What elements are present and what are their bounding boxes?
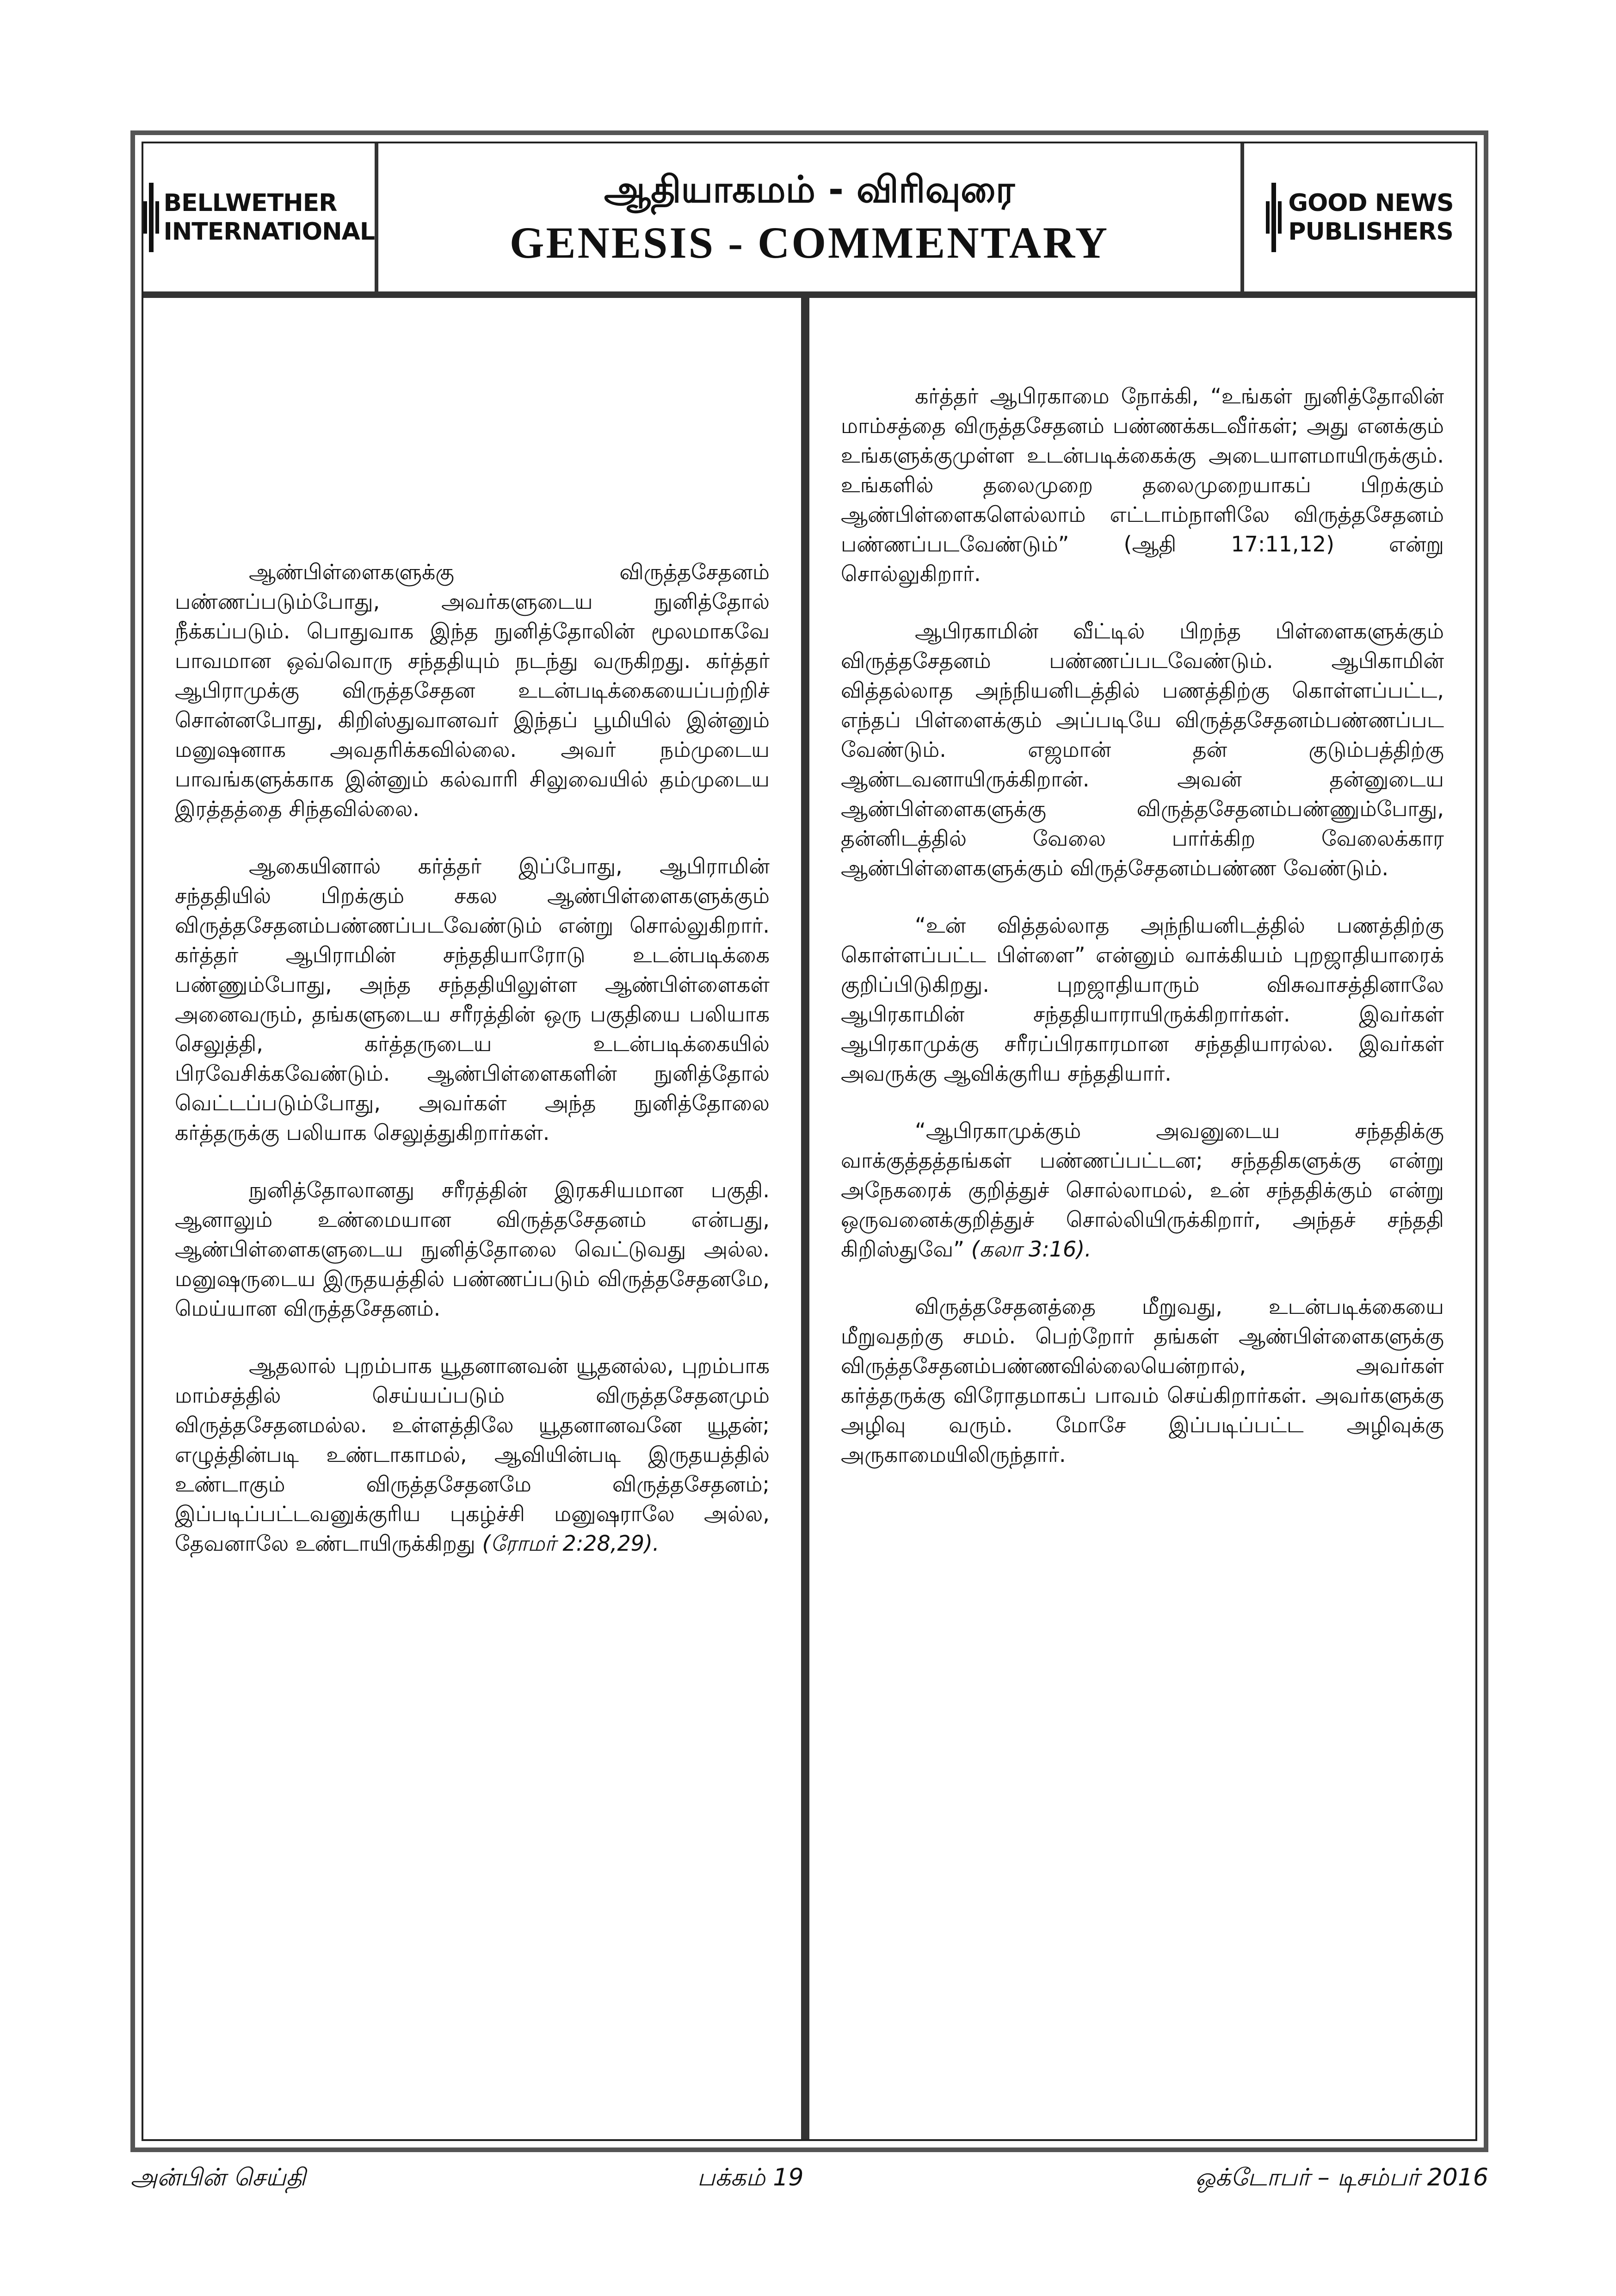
header: [143, 143, 1475, 298]
paragraph-text: ஆண்பிள்ளைகளுக்கு விருத்தசேதனம் பண்ணப்படும்போது, அவர்களுடைய நுனித்தோல் நீக்கப்படும். பொதுவாக இந்த நுனித்தோலின் மூலமாகவே பாவமான ஒவ்வொரு சந்ததியும் நடந்து வருகிறது. கர்த்தர் ஆபிராமுக்கு விருத்தசேதன உடன்படிக்கையைப்பற்றிச் சொன்னபோது, கிறிஸ்துவானவர் இந்தப் பூமியில் இன்னும் மனுஷனாக அவதரிக்கவில்லை. அவர் நம்முடைய பாவங்களுக்காக இன்னும் கல்வாரி சிலுவையில் தம்முடைய இரத்தத்தை சிந்தவில்லை.: [175, 559, 770, 821]
footer-page-number: பக்கம் 19: [697, 2163, 804, 2191]
left-column: [143, 298, 809, 2139]
scripture-reference: (கலா 3:16).: [971, 1237, 1092, 1262]
paragraph: [841, 616, 1444, 883]
logo-line: INTERNATIONAL: [163, 218, 375, 246]
paragraph: [175, 1351, 770, 1558]
paragraph: [841, 381, 1444, 588]
paragraph-text: “ஆபிரகாமுக்கும் அவனுடைய சந்ததிக்கு வாக்குத்தத்தங்கள் பண்ணப்பட்டன; சந்ததிகளுக்கு என்று அநேகரைக் குறித்துச் சொல்லாமல், உன் சந்ததிக்கும் என்று ஒருவனைக்குறித்துச் சொல்லியிருக்கிறார், அந்தச் சந்ததி கிறிஸ்துவே”: [841, 1118, 1444, 1262]
footer-publication: அன்பின் செய்தி: [130, 2163, 306, 2191]
paragraph-text: கர்த்தர் ஆபிரகாமை நோக்கி, “உங்கள் நுனித்தோலின் மாம்சத்தை விருத்தசேதனம் பண்ணக்கடவீர்கள்; அது எனக்கும் உங்களுக்குமுள்ள உடன்படிக்கைக்கு அடையாளமாயிருக்கும். உங்களில் தலைமுறை தலைமுறையாகப் பிறக்கும் ஆண்பிள்ளைகளெல்லாம் எட்டாம்நாளிலே விருத்தசேதனம் பண்ணப்படவேண்டும்” (ஆதி 17:11,12) என்று சொல்லுகிறார்.: [841, 384, 1444, 586]
paragraph-text: “உன் வித்தல்லாத அந்நியனிடத்தில் பணத்திற்கு கொள்ளப்பட்ட பிள்ளை” என்னும் வாக்கியம் புறஜாதியாரைக் குறிப்பிடுகிறது. புறஜாதியாரும் விசுவாசத்தினாலே ஆபிரகாமின் சந்ததியாராயிருக்கிறார்கள். இவர்கள் ஆபிரகாமுக்கு சரீரப்பிரகாரமான சந்ததியாரல்ல. இவர்கள் அவருக்கு ஆவிக்குரிய சந்ததியார்.: [841, 913, 1444, 1086]
title-block: [378, 143, 1240, 291]
good-news-logo-text: [1288, 189, 1453, 246]
paragraph: [841, 910, 1444, 1088]
page-title-tamil: ஆதியாகமம் - விரிவுரை: [604, 168, 1015, 211]
logo-line: PUBLISHERS: [1288, 218, 1453, 246]
page-footer: [130, 2160, 1488, 2197]
paragraph-text: ஆகையினால் கர்த்தர் இப்போது, ஆபிராமின் சந்ததியில் பிறக்கும் சகல ஆண்பிள்ளைகளுக்கும் விருத்தசேதனம்பண்ணப்படவேண்டும் என்று சொல்லுகிறார். கர்த்தர் ஆபிராமின் சந்ததியாரோடு உடன்படிக்கை பண்ணும்போது, அந்த சந்ததியிலுள்ள ஆண்பிள்ளைகள் அனைவரும், தங்களுடைய சரீரத்தின் ஒரு பகுதியை பலியாக செலுத்தி, கர்த்தருடைய உடன்படிக்கையில் பிரவேசிக்கவேண்டும். ஆண்பிள்ளைகளின் நுனித்தோல் வெட்டப்படும்போது, அவர்கள் அந்த நுனித்தோலை கர்த்தருக்கு பலியாக செலுத்துகிறார்கள்.: [175, 854, 770, 1145]
paragraph: [175, 557, 770, 823]
good-news-logo: [1240, 143, 1475, 291]
paragraph-text: ஆபிரகாமின் வீட்டில் பிறந்த பிள்ளைகளுக்கும் விருத்தசேதனம் பண்ணப்படவேண்டும். ஆபிகாமின் வித்தல்லாத அந்நியனிடத்தில் பணத்திற்கு கொள்ளப்பட்ட, எந்தப் பிள்ளைக்கும் அப்படியே விருத்தசேதனம்பண்ணப்பட வேண்டும். எஜமான் தன் குடும்பத்திற்கு ஆண்டவனாயிருக்கிறான். அவன் தன்னுடைய ஆண்பிள்ளைகளுக்கு விருத்தசேதனம்பண்ணும்போது, தன்னிடத்தில் வேலை பார்க்கிற வேலைக்கார ஆண்பிள்ளைகளுக்கும் விருத்சேதனம்பண்ண வேண்டும்.: [841, 619, 1444, 880]
paragraph-text: நுனித்தோலானது சரீரத்தின் இரகசியமான பகுதி. ஆனாலும் உண்மையான விருத்தசேதனம் என்பது, ஆண்பிள்ளைகளுடைய நுனித்தோலை வெட்டுவது அல்ல. மனுஷருடைய இருதயத்தில் பண்ணப்படும் விருத்தசேதனமே, மெய்யான விருத்தசேதனம்.: [175, 1177, 770, 1321]
footer-issue-date: ஒக்டோபர் – டிசம்பர் 2016: [1195, 2163, 1488, 2191]
paragraph-text: விருத்தசேதனத்தை மீறுவது, உடன்படிக்கையை மீறுவதற்கு சமம். பெற்றோர் தங்கள் ஆண்பிள்ளைகளுக்கு விருத்தசேதனம்பண்ணவில்லையென்றால், அவர்கள் கர்த்தருக்கு விரோதமாகப் பாவம் செய்கிறார்கள். அவர்களுக்கு அழிவு வரும். மோசே இப்படிப்பட்ட அழிவுக்கு அருகாமையிலிருந்தார்.: [841, 1294, 1444, 1467]
right-column: [809, 298, 1475, 2139]
paragraph: [175, 1175, 770, 1323]
bellwether-logo-text: [163, 189, 375, 246]
article-body: [143, 298, 1475, 2139]
page-title-english: GENESIS - COMMENTARY: [509, 218, 1110, 267]
bellwether-logo: [143, 143, 378, 291]
logo-line: GOOD NEWS: [1288, 189, 1454, 217]
paragraph-text: ஆதலால் புறம்பாக யூதனானவன் யூதனல்ல, புறம்பாக மாம்சத்தில் செய்யப்படும் விருத்தசேதனமும் விருத்தசேதனமல்ல. உள்ளத்திலே யூதனானவனே யூதன்; எழுத்தின்படி உண்டாகாமல், ஆவியின்படி இருதயத்தில் உண்டாகும் விருத்தசேதனமே விருத்தசேதனம்; இப்படிப்பட்டவனுக்குரிய புகழ்ச்சி மனுஷராலே அல்ல, தேவனாலே உண்டாயிருக்கிறது: [175, 1353, 770, 1556]
paragraph: [175, 851, 770, 1147]
scripture-reference: (ரோமர் 2:28,29).: [482, 1531, 660, 1556]
paragraph: [841, 1116, 1444, 1264]
paragraph: [841, 1292, 1444, 1469]
content-box: [142, 142, 1477, 2141]
good-news-mark-icon: [1266, 183, 1282, 252]
logo-line: BELLWETHER: [163, 189, 337, 217]
bellwether-mark-icon: [143, 183, 157, 252]
page-frame: [130, 130, 1488, 2152]
